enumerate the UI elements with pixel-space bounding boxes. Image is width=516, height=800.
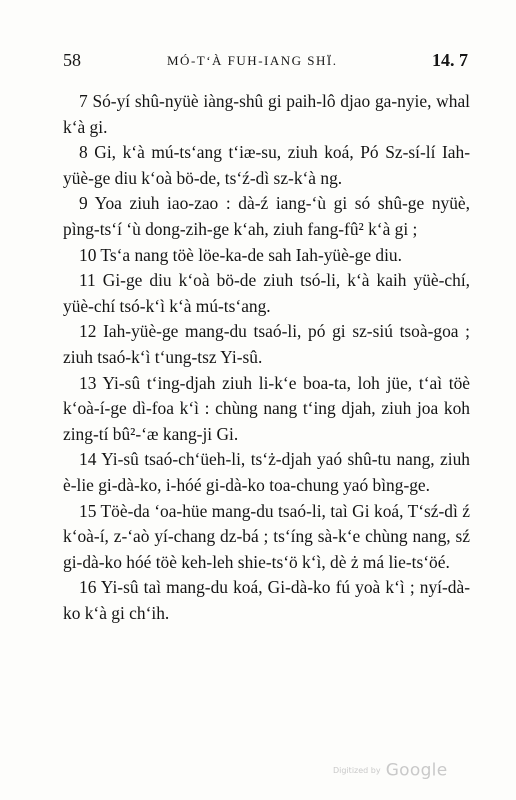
- verse-16: 16 Yi-sû taì mang-du koá, Gi-dà-ko fú yoà k‘ì ; nyí-dà-ko k‘à gi ch‘ih.: [63, 577, 470, 623]
- digitized-watermark: [333, 760, 447, 781]
- watermark-brand: Google: [385, 760, 448, 781]
- running-title: MÓ-T‘À FUH-IANG SHÏ.: [167, 53, 338, 68]
- chapter-verse-reference: 14. 7: [432, 50, 468, 70]
- verse-15: 15 Töè-da ‘oa-hüe mang-du tsaó-li, taì Gi koá, T‘sź-dì ź k‘oà-í, z-‘aò yí-chang dz-bá ; ts‘íng sà-k‘e chùng nang, sź gi-dà-ko hóé töè keh-leh shie-ts‘ö k‘ì, dè ż má lie-ts‘öé.: [63, 500, 470, 572]
- verse-10: 10 Ts‘a nang töè löe-ka-de sah Iah-yüè-ge diu.: [79, 244, 402, 265]
- verse-14: 14 Yi-sû tsaó-ch‘üeh-li, ts‘ż-djah yaó shû-tu nang, ziuh è-lie gi-dà-ko, i-hóé gi-dà-ko toa-chung yaó bìng-ge.: [63, 449, 470, 495]
- page-header: [63, 50, 468, 74]
- verse-7: 7 Só-yí shû-nyüè iàng-shû gi paih-lô djao ga-nyie, whal k‘à gi.: [63, 91, 470, 137]
- scripture-text: [63, 89, 470, 626]
- verse-11: 11 Gi-ge diu k‘oà bö-de ziuh tsó-li, k‘à kaih yüè-chí, yüè-chí tsó-k‘ì k‘à mú-ts‘ang.: [63, 270, 470, 316]
- verse-13: 13 Yi-sû t‘ing-djah ziuh li-k‘e boa-ta, loh jüe, t‘aì töè k‘oà-í-ge dì-foa k‘ì : chùng nang t‘ing djah, ziuh joa koh zing-tí bû²-‘æ kang-ji Gi.: [63, 372, 470, 444]
- watermark-prefix: Digitized by: [333, 766, 381, 775]
- verse-8: 8 Gi, k‘à mú-ts‘ang t‘iæ-su, ziuh koá, Pó Sz-sí-lí Iah-yüè-ge diu k‘oà bö-de, ts‘ź-dì sz-k‘à ng.: [63, 142, 470, 188]
- page-number: 58: [63, 50, 81, 70]
- verse-9: 9 Yoa ziuh iao-zao : dà-ź iang-‘ù gi só shû-ge nyüè, pìng-ts‘í ‘ù dong-zih-ge k‘ah, ziuh fang-fû² k‘à gi ;: [63, 193, 470, 239]
- verse-12: 12 Iah-yüè-ge mang-du tsaó-li, pó gi sz-siú tsoà-goa ; ziuh tsaó-k‘ì t‘ung-tsz Yi-sû.: [63, 321, 470, 367]
